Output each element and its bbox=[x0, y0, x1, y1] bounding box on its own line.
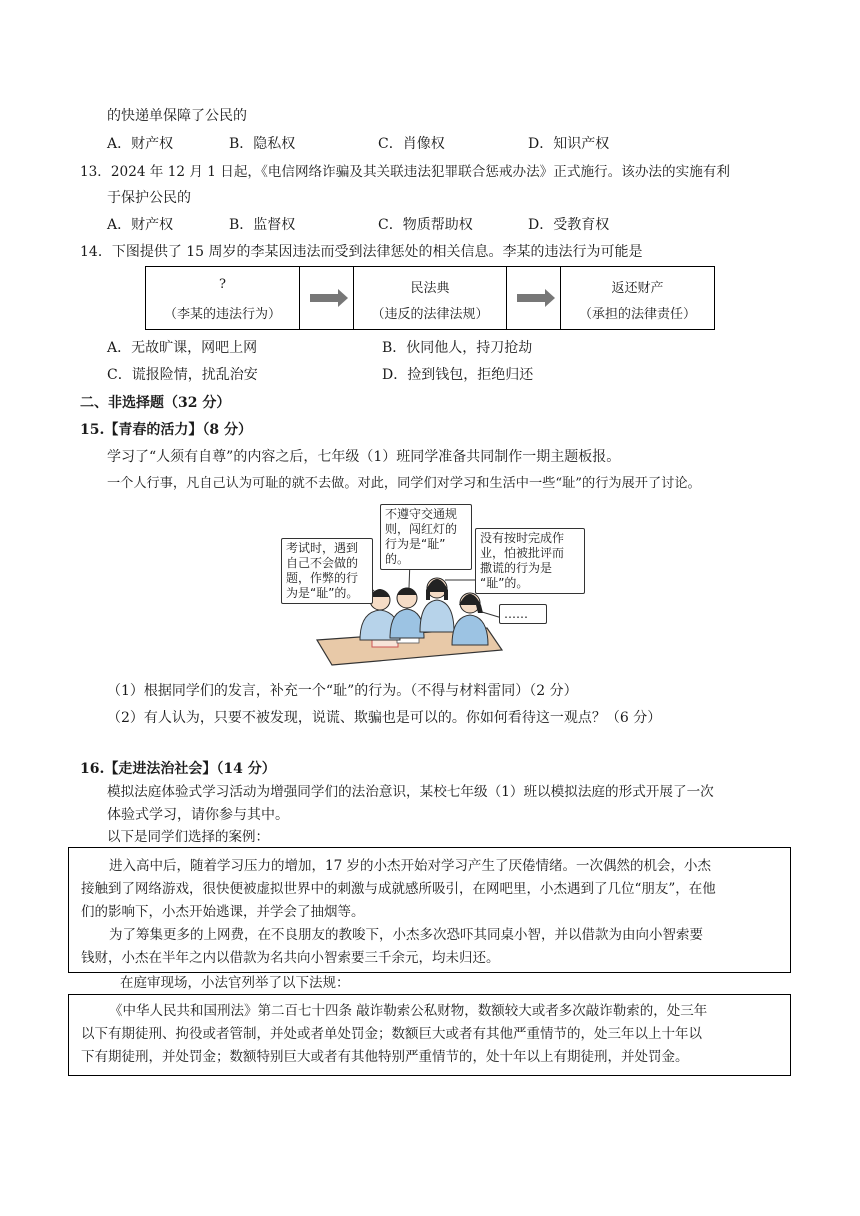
speech-bubble-4: …… bbox=[499, 604, 547, 624]
speech-bubble-2: 不遵守交通规 则，闯红灯的 行为是“耻” 的。 bbox=[380, 504, 472, 570]
case-line: 为了筹集更多的上网费，在不良朋友的教唆下，小杰多次恐吓其同桌小智，并以借款为由向小智索要 bbox=[109, 927, 703, 943]
case-line: 们的影响下，小杰开始逃课，并学会了抽烟等。 bbox=[81, 904, 365, 920]
q16-intro-1: 模拟法庭体验式学习活动为增强同学们的法治意识，某校七年级（1）班以模拟法庭的形式开展了一次 bbox=[107, 784, 714, 800]
q13-stem: 13．2024 年 12 月 1 日起，《电信网络诈骗及其关联违法犯罪联合惩戒办法》正式施行。该办法的实施有利 bbox=[80, 164, 730, 180]
section-heading: 二、非选择题（32 分） bbox=[80, 395, 231, 411]
students-discussion-illustration bbox=[277, 500, 565, 670]
q13-stem-2: 于保护公民的 bbox=[107, 190, 191, 206]
q12-option-b: B．隐私权 bbox=[229, 136, 296, 152]
speech-bubble-1: 考试时，遇到 自己不会做的 题，作弊的行 为是“耻”的。 bbox=[281, 538, 373, 604]
arrow-right-icon bbox=[517, 294, 545, 302]
speech-bubble-3: 没有按时完成作 业，怕被批评而 撒谎的行为是 “耻”的。 bbox=[475, 528, 585, 594]
flow-box-bottom: （李某的违法行为） bbox=[163, 307, 281, 322]
q14-stem: 14．下图提供了 15 周岁的李某因违法而受到法律惩处的相关信息。李某的违法行为可能是 bbox=[80, 244, 643, 260]
q16-title: 16.【走进法治社会】（14 分） bbox=[80, 761, 276, 777]
flow-box-law bbox=[353, 266, 507, 330]
q12-option-c: C．肖像权 bbox=[378, 136, 445, 152]
case-line: 接触到了网络游戏，很快便被虚拟世界中的刺激与成就感所吸引，在网吧里，小杰遇到了几位“朋友”，在他 bbox=[81, 881, 716, 897]
q13-option-a: A．财产权 bbox=[107, 217, 174, 233]
case-line: 进入高中后，随着学习压力的增加，17 岁的小杰开始对学习产生了厌倦情绪。一次偶然的机会，小杰 bbox=[109, 858, 711, 874]
flow-box-top: ? bbox=[219, 277, 226, 292]
flow-box-bottom: （承担的法律责任） bbox=[578, 307, 696, 322]
q16-intro-2: 体验式学习，请你参与其中。 bbox=[107, 807, 289, 823]
q12-stem-tail: 的快递单保障了公民的 bbox=[107, 108, 247, 124]
q13-option-c: C．物质帮助权 bbox=[378, 217, 473, 233]
law-line: 下有期徒刑，并处罚金；数额特别巨大或者有其他特别严重情节的，处十年以上有期徒刑，并处罚金。 bbox=[81, 1049, 689, 1065]
q12-option-d: D．知识产权 bbox=[528, 136, 610, 152]
q13-option-b: B．监督权 bbox=[229, 217, 296, 233]
case-box bbox=[68, 847, 791, 973]
arrow-right-icon bbox=[310, 294, 338, 302]
law-line: 以下有期徒刑、拘役或者管制，并处或者单处罚金；数额巨大或者有其他严重情节的，处三年以上十年以 bbox=[81, 1026, 702, 1042]
q14-option-d: D．捡到钱包，拒绝归还 bbox=[382, 367, 534, 383]
q12-option-a: A．财产权 bbox=[107, 136, 174, 152]
law-box bbox=[68, 994, 791, 1076]
flow-arrow-1 bbox=[300, 266, 353, 330]
q16-case-lead: 以下是同学们选择的案例： bbox=[107, 829, 269, 845]
flow-box-top: 民法典 bbox=[410, 281, 450, 296]
q15-title: 15.【青春的活力】（8 分） bbox=[80, 422, 252, 438]
q13-option-d: D．受教育权 bbox=[528, 217, 610, 233]
q15-quote: 一个人行事，凡自己认为可耻的就不去做。对此，同学们对学习和生活中一些“耻”的行为展开了讨论。 bbox=[107, 476, 701, 491]
q14-option-b: B．伙同他人，持刀抢劫 bbox=[382, 340, 533, 356]
flow-box-top: 返还财产 bbox=[611, 281, 664, 296]
q14-option-a: A．无故旷课，网吧上网 bbox=[107, 340, 258, 356]
q14-option-c: C．谎报险情，扰乱治安 bbox=[107, 367, 258, 383]
flow-box-behavior bbox=[145, 266, 300, 330]
flow-arrow-2 bbox=[507, 266, 560, 330]
law-line: 《中华人民共和国刑法》第二百七十四条 敲诈勒索公私财物，数额较大或者多次敲诈勒索的，处三年 bbox=[109, 1003, 708, 1019]
q16-law-lead: 在庭审现场，小法官列举了以下法规： bbox=[120, 975, 350, 991]
q15-sub2: （2）有人认为，只要不被发现，说谎、欺骗也是可以的。你如何看待这一观点？（6 分） bbox=[107, 710, 662, 726]
q15-intro: 学习了“人须有自尊”的内容之后，七年级（1）班同学准备共同制作一期主题板报。 bbox=[107, 449, 621, 465]
case-line: 钱财，小杰在半年之内以借款为名共向小智索要三千余元，均未归还。 bbox=[81, 950, 500, 966]
flow-box-bottom: （违反的法律法规） bbox=[371, 307, 489, 322]
flow-box-liability bbox=[560, 266, 715, 330]
q15-sub1: （1）根据同学们的发言，补充一个“耻”的行为。（不得与材料雷同）（2 分） bbox=[107, 683, 578, 699]
